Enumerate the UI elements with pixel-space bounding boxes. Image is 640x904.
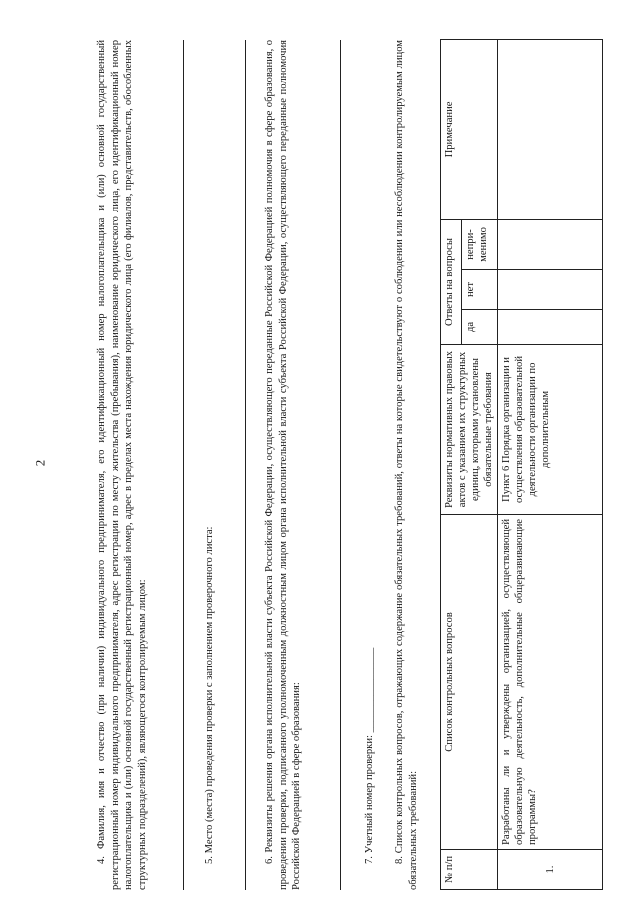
header-na: непри-менимо (461, 219, 497, 269)
row-answer-no[interactable] (498, 270, 603, 310)
header-answers: Ответы на вопросы (441, 219, 462, 344)
header-requisites: Реквизиты нормативных правовых актов с указанием их структурных единиц, которыми установлены обязательные требования (441, 345, 498, 515)
row-answer-yes[interactable] (498, 310, 603, 345)
fill-line-item-6 (340, 40, 341, 890)
item-5-text: 5. Место (места) проведения проверки с заполнением проверочного листа: (204, 526, 215, 864)
header-no: нет (461, 270, 497, 310)
document-body (95, 20, 556, 890)
table-row (498, 39, 603, 889)
fill-line-item-5 (245, 40, 246, 890)
table-header-row (441, 39, 462, 889)
header-questions: Список контрольных вопросов (441, 515, 498, 850)
row-num: 1. (498, 850, 603, 890)
checklist-table (440, 39, 603, 890)
header-yes: да (461, 310, 497, 345)
row-requisite: Пункт 6 Порядка организации и осуществления образовательной деятельности организации по дополнительным (498, 345, 603, 515)
header-num: № п/п (441, 850, 498, 890)
fill-line-item-4 (183, 40, 184, 890)
item-4-text: 4. Фамилия, имя и отчество (при наличии) индивидуального предпринимателя, его идентификационный номер налогоплательщика и (или) основной государственный регистрационный номер индивидуального предпринимателя, адрес регистрации по месту жительства (пребывания), наименование юридического лица, его идентификационный номер налогоплательщика и (или) основной государственный регистрационный номер, адрес в пределах места нахождения юридического лица (его филиалов, представительств, обособленных структурных подразделений), являющегося контролируемым лицом: (96, 40, 148, 890)
row-note[interactable] (498, 39, 603, 219)
header-note: Примечание (441, 39, 498, 219)
item-6-text: 6. Реквизиты решения органа исполнительной власти субъекта Российской Федерации, осуществляющего переданные Российской Федерацией полномочия в сфере образования, о проведении проверки, подписанного уполномоченным должностным лицом органа исполнительной власти субъекта Российской Федерации, осуществляющего переданные полномочия Российской Федерацией в сфере образования: (264, 40, 303, 890)
item-7-text: 7. Учетный номер проверки: ________________ (364, 647, 375, 864)
row-question: Разработаны ли и утверждены организацией, осуществляющей образовательную деятельность, дополнительные общеразвивающие программы? (498, 515, 603, 850)
item-8-text: 8. Список контрольных вопросов, отражающих содержание обязательных требований, ответы на которые свидетельствуют о соблюдении или несоблюдении контролируемым лицом обязательных требований: (394, 40, 419, 890)
row-answer-na[interactable] (498, 219, 603, 269)
page-number: 2 (32, 459, 48, 467)
